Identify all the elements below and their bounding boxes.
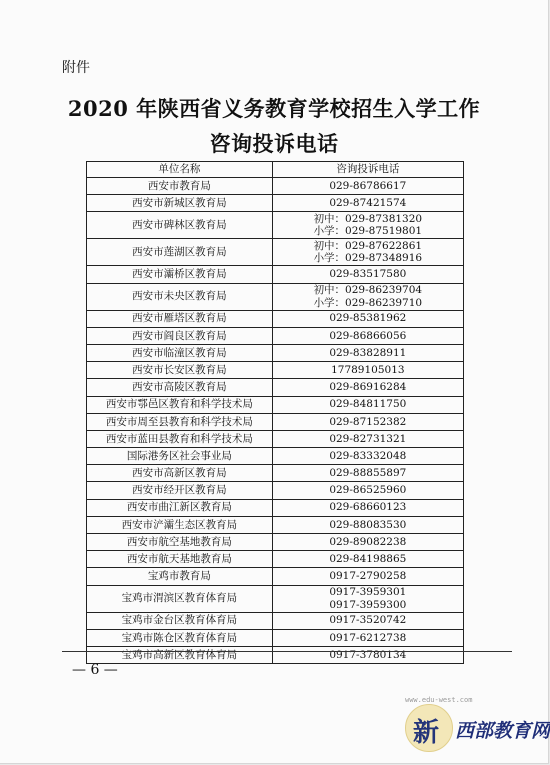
phone-number: 029-84198865 <box>329 553 407 566</box>
phone-cell <box>272 465 463 482</box>
watermark-url: www.edu-west.com <box>405 696 473 704</box>
phone-cell <box>272 448 463 465</box>
unit-name-cell: 西安市未央区教育局 <box>87 283 273 310</box>
unit-name-cell: 西安市鄠邑区教育和科学技术局 <box>87 396 273 413</box>
table-row <box>87 465 464 482</box>
phone-number: 17789105013 <box>331 363 405 376</box>
attachment-label: 附件 <box>62 60 90 76</box>
table-row <box>87 178 464 195</box>
table-row <box>87 413 464 430</box>
contact-phone-table <box>86 161 464 664</box>
phone-number: 小学：029-87519801 <box>313 225 423 238</box>
table-row <box>87 266 464 283</box>
phone-number: 初中：029-87381320 <box>313 212 423 225</box>
table-row <box>87 430 464 447</box>
phone-number: 029-89082238 <box>329 535 407 548</box>
unit-name-cell: 西安市莲湖区教育局 <box>87 239 273 266</box>
unit-name-cell: 西安市蓝田县教育和科学技术局 <box>87 430 273 447</box>
table-row <box>87 310 464 327</box>
table-row <box>87 646 464 663</box>
phone-number: 初中：029-87622861 <box>313 239 423 252</box>
phone-number: 0917-3959301 <box>329 586 407 599</box>
phone-cell <box>272 344 463 361</box>
table-row <box>87 195 464 212</box>
phone-number: 0917-3520742 <box>329 614 407 627</box>
unit-name-cell: 西安市长安区教育局 <box>87 362 273 379</box>
unit-name-cell: 西安市高陵区教育局 <box>87 379 273 396</box>
table-row <box>87 283 464 310</box>
table-row <box>87 396 464 413</box>
table-row <box>87 362 464 379</box>
phone-number: 0917-6212738 <box>329 631 407 644</box>
phone-number: 029-84811750 <box>329 398 407 411</box>
phone-cell <box>272 568 463 585</box>
phone-number: 029-83332048 <box>329 449 407 462</box>
phone-number: 029-83517580 <box>329 268 407 281</box>
unit-name-cell: 西安市浐灞生态区教育局 <box>87 516 273 533</box>
phone-cell <box>272 195 463 212</box>
phone-cell <box>272 283 463 310</box>
unit-name-cell: 国际港务区社会事业局 <box>87 448 273 465</box>
phone-number: 029-87152382 <box>329 415 407 428</box>
phone-cell <box>272 612 463 629</box>
phone-cell <box>272 629 463 646</box>
phone-cell <box>272 585 463 612</box>
site-watermark <box>405 696 550 762</box>
phone-number: 小学：029-86239710 <box>313 296 423 309</box>
table-row <box>87 534 464 551</box>
unit-name-cell: 宝鸡市陈仓区教育体育局 <box>87 629 273 646</box>
table-row <box>87 379 464 396</box>
document-title-line2: 咨询投诉电话 <box>209 131 339 156</box>
phone-number: 0917-3780134 <box>329 648 407 661</box>
phone-number: 初中：029-86239704 <box>313 284 423 297</box>
unit-name-cell: 宝鸡市金台区教育体育局 <box>87 612 273 629</box>
phone-number: 029-88083530 <box>329 518 407 531</box>
phone-number: 029-85381962 <box>329 312 407 325</box>
phone-cell <box>272 327 463 344</box>
phone-cell <box>272 178 463 195</box>
table-body <box>87 178 464 664</box>
phone-number: 029-86916284 <box>329 381 407 394</box>
phone-number: 029-88855897 <box>329 467 407 480</box>
phone-cell <box>272 482 463 499</box>
phone-cell <box>272 413 463 430</box>
phone-number: 小学：029-87348916 <box>313 252 423 265</box>
unit-name-cell: 西安市雁塔区教育局 <box>87 310 273 327</box>
column-header-phone: 咨询投诉电话 <box>272 162 463 178</box>
phone-number: 029-87421574 <box>329 197 407 210</box>
phone-number: 0917-2790258 <box>329 570 407 583</box>
table-row <box>87 551 464 568</box>
unit-name-cell: 西安市经开区教育局 <box>87 482 273 499</box>
table-row <box>87 612 464 629</box>
unit-name-cell: 西安市曲江新区教育局 <box>87 499 273 516</box>
table-row <box>87 212 464 239</box>
table-row <box>87 516 464 533</box>
unit-name-cell: 西安市高新区教育局 <box>87 465 273 482</box>
phone-number: 029-86866056 <box>329 329 407 342</box>
column-header-unit-name: 单位名称 <box>87 162 273 178</box>
footer-rule <box>62 651 512 652</box>
phone-cell <box>272 396 463 413</box>
unit-name-cell: 西安市航空基地教育局 <box>87 534 273 551</box>
phone-cell <box>272 310 463 327</box>
phone-cell <box>272 516 463 533</box>
unit-name-cell: 西安市航天基地教育局 <box>87 551 273 568</box>
table-row <box>87 239 464 266</box>
phone-cell <box>272 362 463 379</box>
unit-name-cell: 宝鸡市高新区教育体育局 <box>87 646 273 663</box>
table-row <box>87 585 464 612</box>
document-title-line1: 2020 年陕西省义务教育学校招生入学工作 <box>67 96 481 121</box>
phone-number: 029-86525960 <box>329 484 407 497</box>
table-row <box>87 499 464 516</box>
unit-name-cell: 西安市新城区教育局 <box>87 195 273 212</box>
phone-number: 029-83828911 <box>329 346 407 359</box>
phone-cell <box>272 534 463 551</box>
table-row <box>87 568 464 585</box>
table-header-row <box>87 162 464 178</box>
table-row <box>87 448 464 465</box>
unit-name-cell: 西安市阎良区教育局 <box>87 327 273 344</box>
phone-number: 029-86786617 <box>329 179 407 192</box>
phone-cell <box>272 499 463 516</box>
unit-name-cell: 西安市碑林区教育局 <box>87 212 273 239</box>
phone-cell <box>272 239 463 266</box>
table-row <box>87 344 464 361</box>
phone-cell <box>272 212 463 239</box>
unit-name-cell: 西安市临潼区教育局 <box>87 344 273 361</box>
unit-name-cell: 西安市灞桥区教育局 <box>87 266 273 283</box>
phone-cell <box>272 379 463 396</box>
table-row <box>87 482 464 499</box>
phone-cell <box>272 551 463 568</box>
unit-name-cell: 宝鸡市渭滨区教育体育局 <box>87 585 273 612</box>
table-row <box>87 327 464 344</box>
table-row <box>87 629 464 646</box>
watermark-text: 西部教育网 <box>455 720 550 742</box>
phone-cell <box>272 646 463 663</box>
phone-number: 029-82731321 <box>329 432 407 445</box>
phone-cell <box>272 430 463 447</box>
phone-number: 029-68660123 <box>329 501 407 514</box>
unit-name-cell: 西安市教育局 <box>87 178 273 195</box>
phone-number: 0917-3959300 <box>329 598 407 611</box>
unit-name-cell: 宝鸡市教育局 <box>87 568 273 585</box>
watermark-logo-char: 新 <box>413 718 440 748</box>
page-number: — 6 — <box>72 662 118 678</box>
unit-name-cell: 西安市周至县教育和科学技术局 <box>87 413 273 430</box>
phone-cell <box>272 266 463 283</box>
